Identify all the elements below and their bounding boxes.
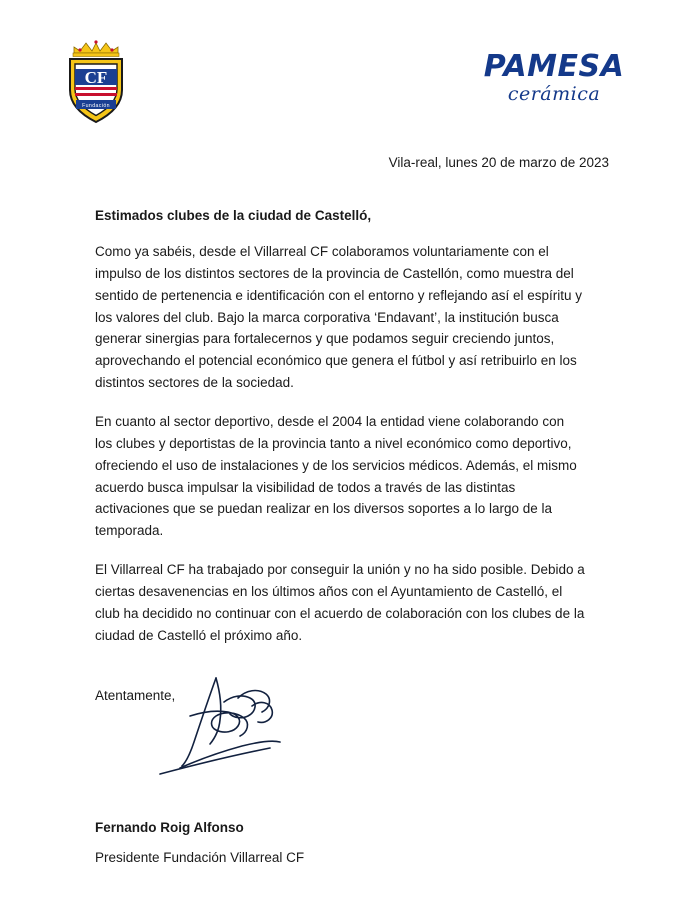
pamesa-ceramica-logo xyxy=(479,49,629,105)
villarreal-cf-crest-icon xyxy=(60,38,132,124)
letter-header xyxy=(0,0,691,120)
pamesa-subtitle: cerámica xyxy=(507,83,601,105)
svg-text:CF: CF xyxy=(84,68,108,87)
pamesa-wordmark: PAMESA xyxy=(483,49,625,84)
letter-closing: Atentamente, xyxy=(95,687,176,703)
letter-paragraph-2: En cuanto al sector deportivo, desde el 2004 la entidad viene colaborando con los clubes y deportistas de la provincia tanto a nivel económico como deportivo, ofreciendo el uso de instalaciones y de los servicios médicos. Además, el mismo acuerdo busca impulsar la visibilidad de todos a través de las distintas activaciones que se puedan realizar en los diversos soportes a lo largo de la temporada. xyxy=(95,414,577,539)
letter-body xyxy=(95,208,585,703)
svg-text:Fundación: Fundación xyxy=(82,103,110,109)
signer-role: Presidente Fundación Villarreal CF xyxy=(95,850,305,865)
letter-salutation: Estimados clubes de la ciudad de Castelló, xyxy=(95,208,372,223)
letter-paragraph-3: El Villarreal CF ha trabajado por conseguir la unión y no ha sido posible. Debido a ciertas desavenencias en los últimos años con el Ayuntamiento de Castelló, el club ha decidido no continuar con el acuerdo de colaboración con los clubes de la ciudad de Castelló el próximo año. xyxy=(95,562,585,643)
handwritten-signature-icon xyxy=(120,672,320,782)
letter-date: Vila-real, lunes 20 de marzo de 2023 xyxy=(388,155,609,170)
signer-name: Fernando Roig Alfonso xyxy=(95,820,244,835)
letter-paragraph-1: Como ya sabéis, desde el Villarreal CF colaboramos voluntariamente con el impulso de los distintos sectores de la provincia de Castellón, como muestra del sentido de pertenencia e identificación con el entorno y reflejando así el espíritu y los valores del club. Bajo la marca corporativa ‘Endavant’, la institución busca generar sinergias para fortalecernos y que podamos seguir creciendo juntos, aprovechando el potencial económico que genera el fútbol y así retribuirlo en los distintos sectores de la sociedad. xyxy=(95,244,583,391)
